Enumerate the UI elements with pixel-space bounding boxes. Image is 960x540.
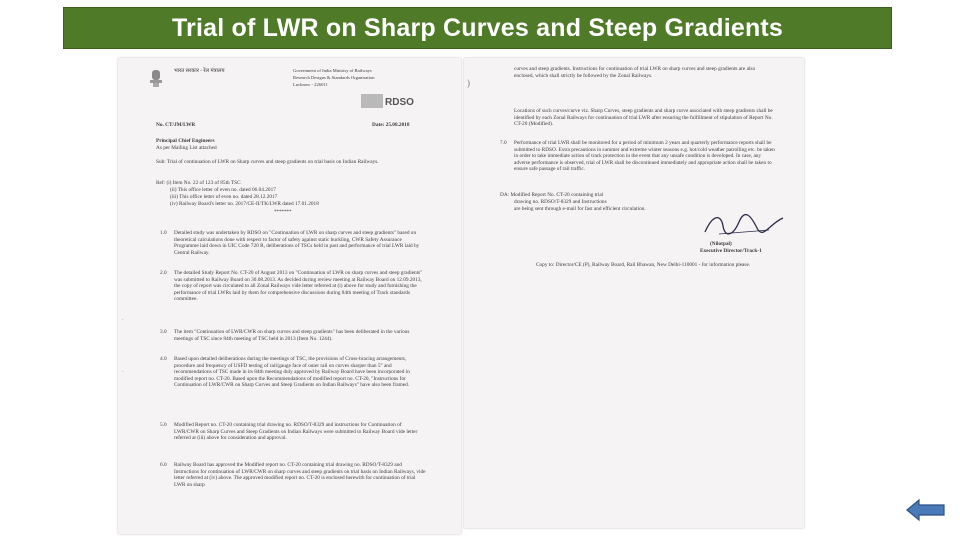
reference-item: (iv) Railway Board's letter no. 2017/CE-II/TK/LWR dated 17.01.2018: [170, 201, 319, 207]
paragraph-number: 3.0: [160, 329, 167, 335]
margin-mark: ): [467, 78, 470, 88]
paragraph-number: 2.0: [160, 270, 167, 276]
separator-stars: *******: [274, 210, 292, 215]
paragraph-number: 4.0: [160, 356, 167, 362]
reference-item: Ref: (i) Item No. 22 of 123 of 85th TSC: [156, 180, 241, 186]
header-city: Lucknow - 226011: [293, 82, 328, 87]
subject-line: Sub: Trial of continuation of LWR on Sharp curves and steep gradients on trial basis on Indian Railways.: [156, 159, 379, 165]
enclosure-line: DA: Modified Report No. CT-20 containing trial: [500, 192, 604, 198]
title-bar: [63, 7, 892, 49]
paragraph-text: Based upon detailed deliberations during the meetings of TSC, the provisions of Cross-bracing arrangements, procedure and frequency of USFD testing of rail/gauge face of outer rail on curves sharper than 5° and recommendations of TSC made in its 84th meeting duly approved by Railway Board have been incorporated in modified report no. CT-20. Based upon the Recommendations of modified report no. CT-20, "Instructions for Continuation of LWR/CWR on Sharp Curves and Steep Gradients on Indian Railways" have also been framed.: [174, 356, 410, 389]
paragraph-text: The detailed Study Report No. CT-20 of August 2013 on "Continuation of LWR on sharp curves and steep gradients" was submitted to Railway Board on 30.08.2013. As decided during review meeting at Railway Board on 12.09.2013, the copy of report was circulated to all Zonal Railways vide letter referred at (i) above for study and furnishing the performance of trial LWRs laid by them for comprehensive discussions during 84th meeting of Track standards committee.: [174, 270, 423, 303]
enclosure-line: drawing no. RDSO/T-8329 and Instructions: [514, 199, 607, 205]
paragraph-text: Detailed study was undertaken by RDSO on "Continuation of LWR on sharp curves and steep gradients" based on theoretical calculations done with respect to factor of safety against static buckling, CWR Safety Assurance Programme laid down in UIC Code 720 R, deliberations of TSCs held in past and performance of trial LWR laid by Central Railway.: [174, 230, 420, 256]
margin-mark: .: [122, 316, 124, 322]
paragraph-number: 1.0: [160, 230, 167, 236]
paragraph-number: 6.0: [160, 462, 167, 468]
enclosure-line: are being sent through e-mail for fast and efficient circulation.: [514, 206, 646, 212]
locations-text: Locations of such curves/curve viz. Sharp Curves, steep gradients and sharp curve associated with steep gradients shall be identified by each Zonal Railways for continuation of trial LWR after ensuring the fulfillment of stipulation of Report No. CT-20 (Modified).: [514, 108, 773, 128]
national-emblem-icon: [148, 68, 164, 88]
rdso-logo-icon: [361, 93, 419, 109]
continuation-text: curves and steep gradients. Instructions for continuation of trial LWR on sharp curves and steep gradients are also enclosed, which shall strictly be followed by the Zonal Railways.: [514, 66, 756, 79]
page-title: Trial of LWR on Sharp Curves and Steep Gradients: [171, 13, 784, 42]
letter-page-right: [464, 58, 804, 528]
letter-page-left: [118, 58, 461, 534]
left-arrow-icon[interactable]: [906, 498, 946, 522]
svg-text:RDSO: RDSO: [385, 97, 414, 108]
paragraph-text: The item "Continuation of LWR/CWR on sharp curves and steep gradients" has been deliberated in the various meetings of TSC since 84th meeting of TSC held in 2013 (Item No. 1244).: [174, 329, 410, 342]
paragraph-number: 5.0: [160, 422, 167, 428]
header-hindi: भारत सरकार - रेल मंत्रालय: [174, 68, 225, 74]
signatory-title: Executive Director/Track-1: [700, 248, 762, 254]
addressee: Principal Chief Engineers: [156, 138, 215, 144]
letter-date: Date: 25.08.2018: [372, 122, 410, 128]
handwritten-signature: [699, 210, 789, 240]
copy-to-text: Copy to: Director/CE (P), Railway Board, Rail Bhawan, New Delhi-110001 - for information please.: [536, 262, 751, 268]
margin-mark: .: [122, 368, 124, 374]
signatory-name: (Nilotpal): [710, 241, 732, 247]
paragraph-text: Modified Report no. CT-20 containing trial drawing no. RDSO/T-8329 and instructions for Continuation of LWR/CWR on Sharp Curves and Steep Gradients on Indian Railways were submitted to Railway Board vide letter referred at (iii) above for consideration and approval.: [174, 422, 418, 442]
reference-item: (ii) This office letter of even no. dated 06.04.2017: [170, 187, 276, 193]
reference-item: (iii) This office letter of even no. dated 28.12.2017: [170, 194, 278, 200]
header-org2: Research Designs & Standards Organisation: [293, 75, 375, 80]
paragraph-number: 7.0: [500, 140, 507, 146]
paragraph-text: Railway Board has approved the Modified report no. CT-20 containing trial drawing no. RDSO/T-8329 and Instructions for continuation of LWR/CWR on sharp curves and steep gradients on trial basis on Indian Railways, vide letter referred at (iv) above. The approved modified report no. CT-20 is enclosed herewith for continuation of trial LWR on sharp: [174, 462, 426, 488]
addressee-list: As per Mailing List attached: [156, 145, 217, 151]
reference-number: No. CT/JM/LWR: [156, 122, 196, 128]
header-org: Government of India Ministry of Railways: [293, 68, 372, 73]
paragraph-text: Performance of trial LWR shall be monitored for a period of minimum 2 years and quarterly performance reports shall be submitted to RDSO. Extra precautions in summer and extreme winter seasons e.g. hot/cold weather patrolling etc. be taken in order to take immediate action of track protection in the event that any unsafe condition is developed. In case, any adverse performance is observed, trial of LWR shall be discontinued immediately and appropriate action shall be taken to ensure safe passage of rail traffic.: [514, 140, 775, 173]
